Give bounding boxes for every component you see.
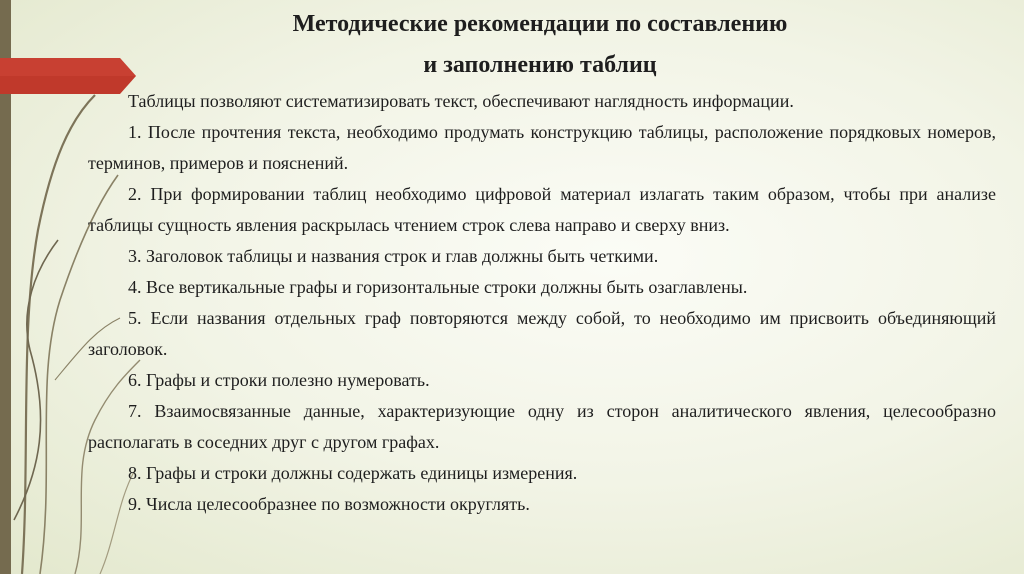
rule-2: 2. При формировании таблиц необходимо цифровой материал излагать таким образом, чтобы при анализе таблицы сущность явления раскрылась чтением строк слева направо и сверху вниз. <box>88 184 996 235</box>
rule-8: 8. Графы и строки должны содержать единицы измерения. <box>128 463 578 483</box>
title-line-2: и заполнению таблиц <box>423 52 657 78</box>
rule-3: 3. Заголовок таблицы и названия строк и глав должны быть четкими. <box>128 246 659 266</box>
rule-7: 7. Взаимосвязанные данные, характеризующие одну из сторон аналитического явления, целесообразно располагать в соседних друг с другом графах. <box>88 401 996 452</box>
slide-title <box>140 4 940 86</box>
title-line-1: Методические рекомендации по составлению <box>292 11 788 37</box>
rule-5: 5. Если названия отдельных граф повторяются между собой, то необходимо им присвоить объединяющий заголовок. <box>88 308 996 359</box>
body-text <box>88 86 996 520</box>
intro-paragraph: Таблицы позволяют систематизировать текст, обеспечивают наглядность информации. <box>128 91 794 111</box>
rule-6: 6. Графы и строки полезно нумеровать. <box>128 370 430 390</box>
rule-4: 4. Все вертикальные графы и горизонтальные строки должны быть озаглавлены. <box>128 277 748 297</box>
rule-1: 1. После прочтения текста, необходимо продумать конструкцию таблицы, расположение порядковых номеров, терминов, примеров и пояснений. <box>88 122 996 173</box>
rule-9: 9. Числа целесообразнее по возможности округлять. <box>128 494 530 514</box>
